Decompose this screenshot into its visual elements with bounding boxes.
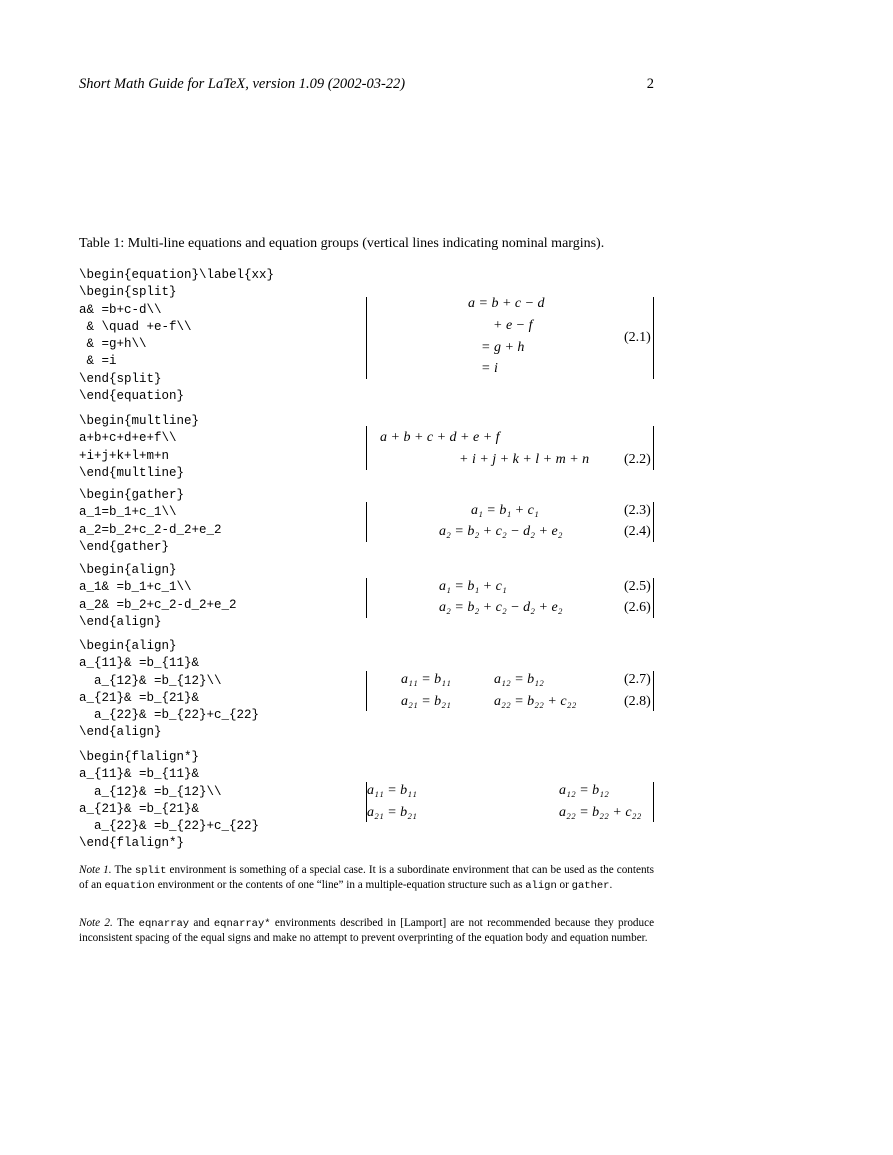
split-line-2: + e − f	[493, 318, 533, 333]
table-caption: Table 1: Multi-line equations and equation groups (vertical lines indicating nominal margins).	[79, 236, 605, 251]
code-flalign: \begin{flalign*} a_{11}& =b_{11}& a_{12}& =b_{12}\\ a_{21}& =b_{21}& a_{22}& =b_{22}+c_{22} \end{flalign*}	[79, 750, 260, 851]
note-label: Note 1.	[79, 864, 112, 876]
equation-number: (2.6)	[624, 600, 651, 615]
right-margin-line	[653, 502, 654, 542]
inline-code: equation	[104, 880, 155, 892]
split-line-3: = g + h	[481, 340, 525, 355]
page-number: 2	[646, 76, 654, 92]
code-split: \begin{equation}\label{xx} \begin{split} a& =b+c-d\\ & \quad +e-f\\ & =g+h\\ & =i \end{split} \end{equation}	[79, 268, 275, 404]
inline-code: eqnarray	[138, 918, 190, 930]
page-header	[79, 76, 654, 94]
equation-number: (2.3)	[624, 503, 651, 518]
code-align-two-column: \begin{align} a_{11}& =b_{11}& a_{12}& =b_{12}\\ a_{21}& =b_{21}& a_{22}& =b_{22}+c_{22} \end{align}	[79, 639, 260, 740]
equation-number: (2.8)	[624, 694, 651, 709]
align-line-1: a₁ = b₁ + c₁	[439, 579, 507, 594]
right-margin-line	[653, 297, 654, 379]
align2-row1-col2: a₁₂ = b₁₂	[494, 672, 544, 687]
gather-line-2: a₂ = b₂ + c₂ − d₂ + e₂	[439, 524, 563, 539]
multline-line-1: a + b + c + d + e + f	[380, 430, 500, 445]
equation-number: (2.1)	[624, 330, 651, 345]
left-margin-line	[366, 578, 367, 618]
note-text: or	[559, 879, 569, 891]
flalign-row2-col1: a₂₁ = b₂₁	[367, 805, 417, 820]
code-multline: \begin{multline} a+b+c+d+e+f\\ +i+j+k+l+m+n \end{multline}	[79, 414, 200, 480]
align2-row1-col1: a₁₁ = b₁₁	[401, 672, 451, 687]
equation-number: (2.7)	[624, 672, 651, 687]
flalign-row1-col1: a₁₁ = b₁₁	[367, 783, 417, 798]
inline-code: gather	[571, 880, 610, 892]
note-2	[79, 916, 654, 945]
right-margin-line	[653, 671, 654, 711]
note-text: and	[193, 917, 210, 929]
inline-code: split	[134, 865, 167, 877]
note-text: environment or the contents of one “line” in a multiple-equation structure such as	[157, 879, 523, 891]
running-title: Short Math Guide for LaTeX, version 1.09 (2002-03-22)	[79, 76, 406, 92]
left-margin-line	[366, 297, 367, 379]
inline-code: eqnarray*	[213, 918, 271, 930]
note-text: The	[114, 864, 132, 876]
equation-number: (2.2)	[624, 452, 651, 467]
note-text: The	[116, 917, 135, 929]
align2-row2-col2: a₂₂ = b₂₂ + c₂₂	[494, 694, 577, 709]
note-text: environments described in [Lamport] are not recommended because they produce inconsistent spacing of the equal signs and make no attempt to prevent overprinting of the equation body and equation number.	[79, 917, 655, 944]
flalign-row2-col2: a₂₂ = b₂₂ + c₂₂	[559, 805, 642, 820]
note-text: .	[609, 879, 613, 891]
gather-line-1: a₁ = b₁ + c₁	[471, 503, 539, 518]
left-margin-line	[366, 502, 367, 542]
split-line-4: = i	[481, 361, 498, 376]
note-text: environment is something of a special case. It is a subordinate environment that can be used as the contents of an	[79, 864, 655, 891]
equation-number: (2.5)	[624, 579, 651, 594]
flalign-row1-col2: a₁₂ = b₁₂	[559, 783, 609, 798]
right-margin-line	[653, 782, 654, 822]
code-align: \begin{align} a_1& =b_1+c_1\\ a_2& =b_2+c_2-d_2+e_2 \end{align}	[79, 563, 237, 629]
align-line-2: a₂ = b₂ + c₂ − d₂ + e₂	[439, 600, 563, 615]
left-margin-line	[366, 671, 367, 711]
align2-row2-col1: a₂₁ = b₂₁	[401, 694, 451, 709]
left-margin-line	[366, 426, 367, 470]
multline-line-2: + i + j + k + l + m + n	[459, 452, 590, 467]
code-gather: \begin{gather} a_1=b_1+c_1\\ a_2=b_2+c_2-d_2+e_2 \end{gather}	[79, 488, 222, 554]
note-label: Note 2.	[79, 917, 113, 929]
right-margin-line	[653, 578, 654, 618]
split-line-1: a = b + c − d	[468, 296, 545, 311]
equation-number: (2.4)	[624, 524, 651, 539]
inline-code: align	[525, 880, 557, 892]
right-margin-line	[653, 426, 654, 470]
note-1	[79, 863, 654, 893]
